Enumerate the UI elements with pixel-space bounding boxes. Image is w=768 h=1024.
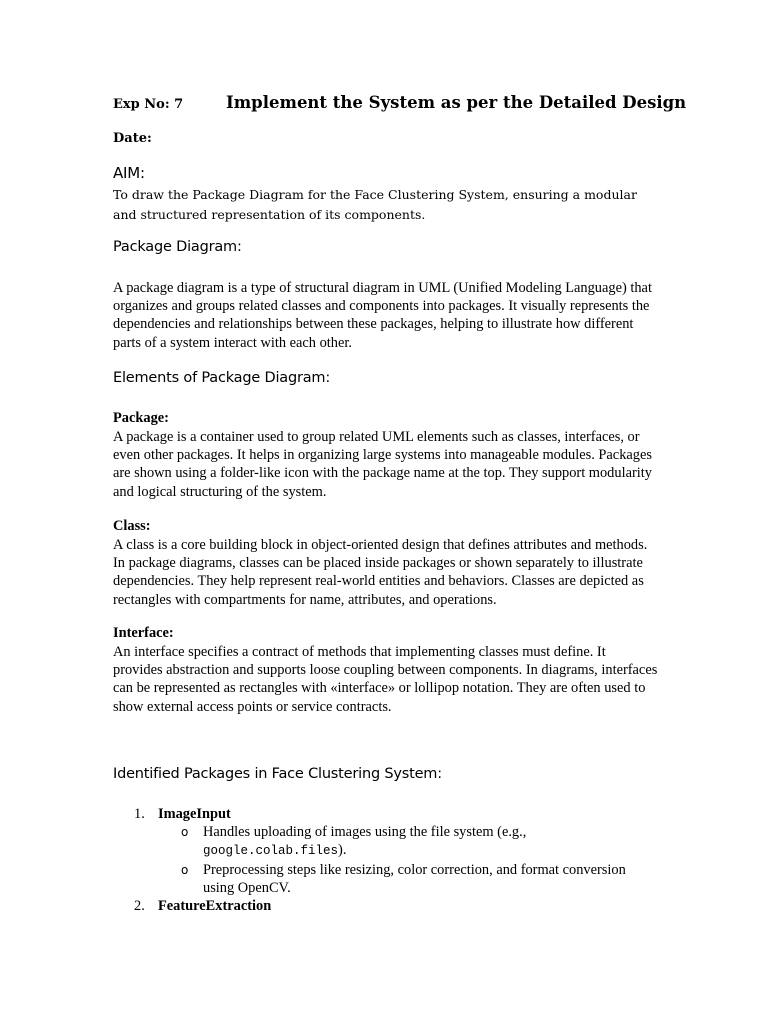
aim-text: To draw the Package Diagram for the Face Clustering System, ensuring a modular and structured representation of its components. [113,187,637,222]
elements-heading: Elements of Package Diagram: [113,370,331,386]
class-text: A class is a core building block in object-oriented design that defines attributes and methods. In package diagrams, classes can be placed inside packages or shown separately to illustrate dependencies. They help represent real-world entities and behaviors. Classes are depicted as rectangles with compartments for name, attributes, and operations. [113,537,648,608]
sub-item-text: Preprocessing steps like resizing, color correction, and format conversion using OpenCV. [203,861,626,896]
list-item-number: 2. [134,898,145,915]
date-label: Date: [113,131,152,146]
package-diagram-heading: Package Diagram: [113,239,242,255]
package-label: Package: [113,410,169,426]
identified-packages-list [113,805,658,915]
package-text: A package is a container used to group related UML elements such as classes, interfaces, or even other packages. It helps in organizing large systems into manageable modules. Packages are shown using a folder-like icon with the package name at the top. They support modularity and logical structuring of the system. [113,429,652,500]
aim-heading: AIM: [113,164,145,182]
package-diagram-text: A package diagram is a type of structural diagram in UML (Unified Modeling Language) that organizes and groups related classes and components into packages. It visually represents the dependencies and relationships between these packages, helping to illustrate how different parts of a system interact with each other. [113,280,652,351]
exp-number: Exp No: 7 [113,97,184,112]
sub-item-text-end: ). [338,842,347,859]
interface-text: An interface specifies a contract of methods that implementing classes must define. It provides abstraction and supports loose coupling between components. In diagrams, interfaces can be represented as rectangles with «interface» or lollipop notation. They are often used to show external access points or service contracts. [113,644,658,715]
code-snippet: google.colab.files [203,844,339,859]
list-item-name: FeatureExtraction [158,898,272,915]
class-label: Class: [113,518,151,534]
list-item-number: 1. [134,806,145,822]
sub-list-item [113,823,658,860]
list-item-name: ImageInput [158,806,231,822]
bullet-icon: o [181,862,189,877]
sub-list-item [113,861,658,897]
sub-item-text: Handles uploading of images using the file system (e.g., [203,824,527,841]
bullet-icon: o [181,825,189,840]
list-item [113,805,658,823]
interface-label: Interface: [113,625,174,641]
page-title: Implement the System as per the Detailed Design [226,93,687,112]
identified-packages-heading: Identified Packages in Face Clustering System: [113,766,442,782]
list-item [113,897,658,915]
